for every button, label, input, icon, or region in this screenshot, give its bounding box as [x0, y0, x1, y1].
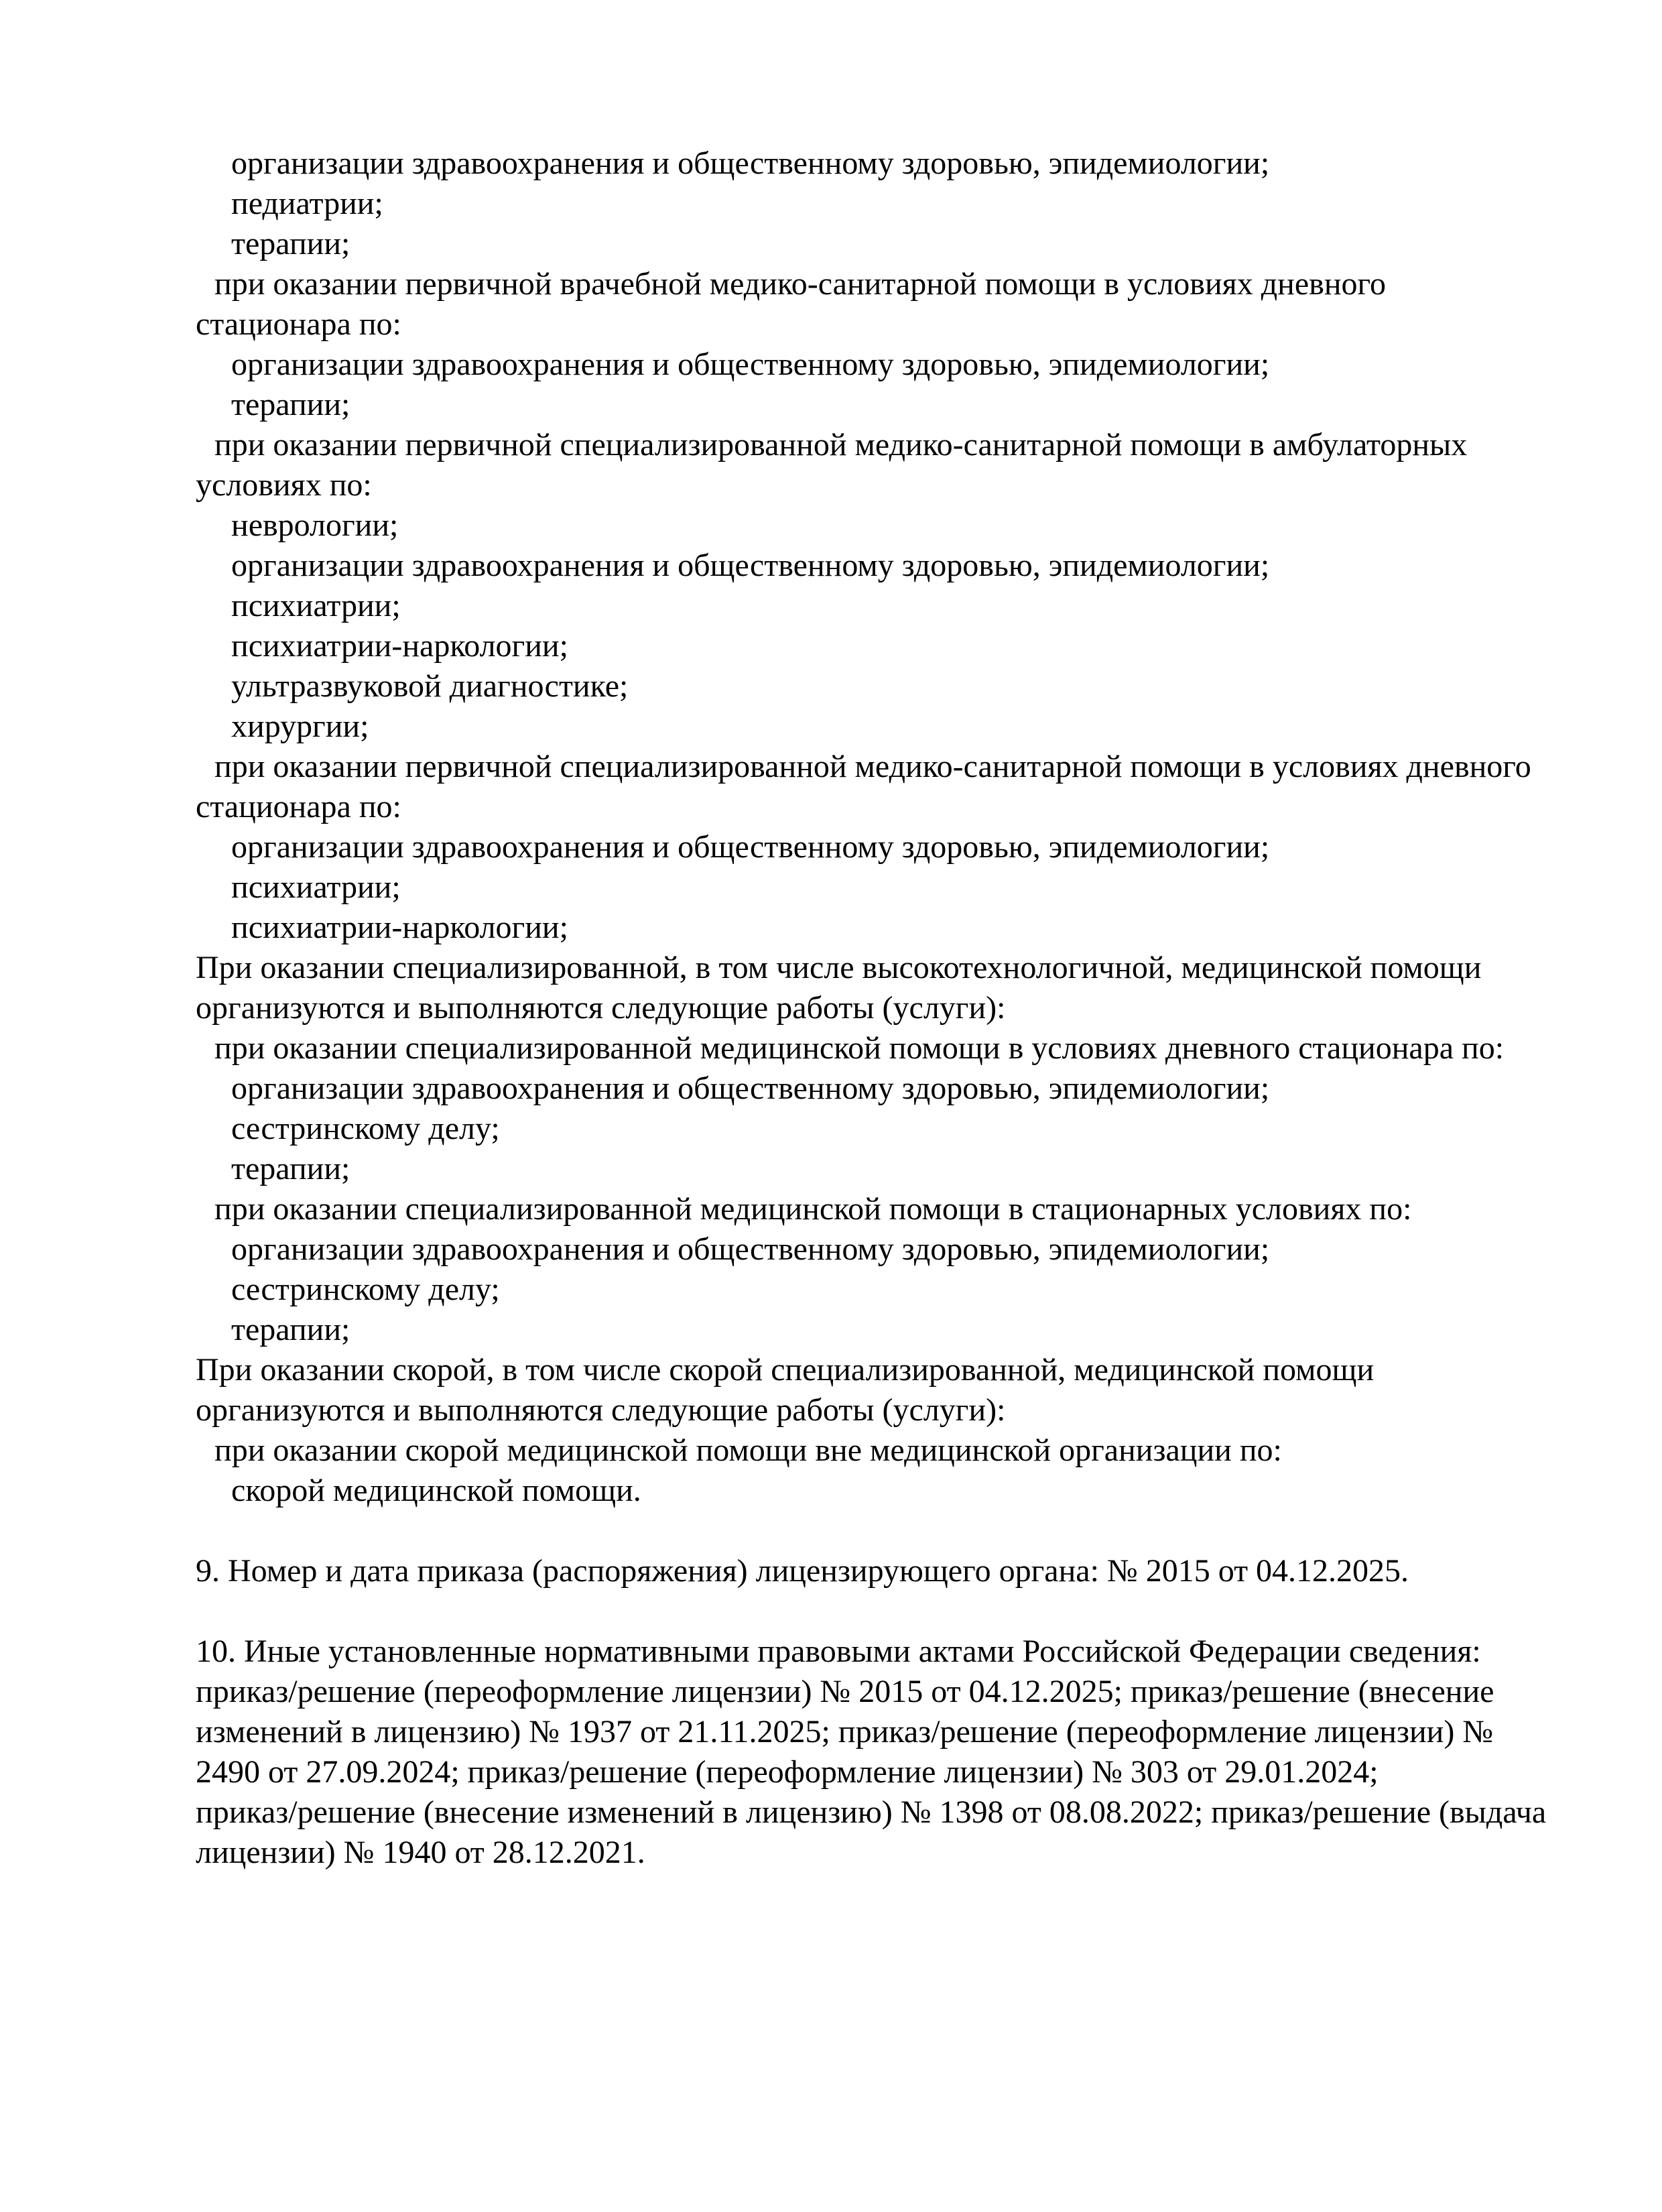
text-line: терапии; — [231, 1151, 350, 1186]
text-line: психиатрии; — [231, 869, 401, 905]
text-line: при оказании первичной специализированной медико-санитарной помощи в условиях дневного — [214, 749, 1531, 784]
text-line: стационара по: — [196, 789, 401, 824]
text-line: 2490 от 27.09.2024; приказ/решение (переоформление лицензии) № 303 от 29.01.2024; — [196, 1754, 1379, 1790]
text-line: терапии; — [231, 1312, 350, 1347]
text-line: терапии; — [231, 387, 350, 422]
text-line: 10. Иные установленные нормативными правовыми актами Российской Федерации сведения: — [196, 1634, 1481, 1669]
text-line: организации здравоохранения и общественному здоровью, эпидемиологии; — [231, 1070, 1270, 1106]
text-line: приказ/решение (внесение изменений в лицензию) № 1398 от 08.08.2022; приказ/решение (выдача — [196, 1794, 1547, 1830]
text-line: сестринскому делу; — [231, 1272, 500, 1307]
text-line: психиатрии-наркологии; — [231, 628, 568, 664]
license-text-block — [196, 143, 1561, 1873]
text-line: организуются и выполняются следующие работы (услуги): — [196, 990, 1006, 1026]
text-line: организации здравоохранения и общественному здоровью, эпидемиологии; — [231, 1231, 1270, 1267]
text-line: организации здравоохранения и общественному здоровью, эпидемиологии; — [231, 829, 1270, 865]
text-line: сестринскому делу; — [231, 1111, 500, 1146]
text-line: хирургии; — [231, 709, 369, 744]
text-line: лицензии) № 1940 от 28.12.2021. — [196, 1835, 645, 1870]
text-line: организации здравоохранения и общественному здоровью, эпидемиологии; — [231, 347, 1270, 382]
text-line: при оказании специализированной медицинской помощи в условиях дневного стационара по: — [214, 1030, 1505, 1066]
text-line: при оказании скорой медицинской помощи вне медицинской организации по: — [214, 1432, 1282, 1468]
text-line: организации здравоохранения и общественному здоровью, эпидемиологии; — [231, 145, 1270, 181]
text-line: организуются и выполняются следующие работы (услуги): — [196, 1392, 1006, 1428]
text-line: изменений в лицензию) № 1937 от 21.11.2025; приказ/решение (переоформление лицензии) № — [196, 1714, 1494, 1749]
text-line: организации здравоохранения и общественному здоровью, эпидемиологии; — [231, 548, 1270, 583]
text-line: скорой медицинской помощи. — [231, 1473, 641, 1508]
text-line: стационара по: — [196, 306, 401, 342]
text-line: При оказании специализированной, в том числе высокотехнологичной, медицинской помощи — [196, 950, 1482, 985]
text-line: неврологии; — [231, 507, 399, 543]
text-line: при оказании первичной специализированной медико-санитарной помощи в амбулаторных — [214, 427, 1468, 463]
text-line: при оказании специализированной медицинской помощи в стационарных условиях по: — [214, 1191, 1412, 1227]
text-line: психиатрии; — [231, 588, 401, 623]
text-line: психиатрии-наркологии; — [231, 910, 568, 945]
text-line: условиях по: — [196, 467, 372, 503]
text-line: ультразвуковой диагностике; — [231, 668, 629, 704]
text-line: приказ/решение (переоформление лицензии) № 2015 от 04.12.2025; приказ/решение (внесение — [196, 1674, 1494, 1709]
text-line: педиатрии; — [231, 186, 383, 221]
text-line: при оказании первичной врачебной медико-санитарной помощи в условиях дневного — [214, 266, 1386, 302]
text-line: 9. Номер и дата приказа (распоряжения) лицензирующего органа: № 2015 от 04.12.2025. — [196, 1553, 1409, 1589]
text-line: терапии; — [231, 226, 350, 261]
text-line: При оказании скорой, в том числе скорой специализированной, медицинской помощи — [196, 1352, 1375, 1388]
blank-line — [196, 1511, 1561, 1551]
blank-line — [196, 1591, 1561, 1632]
